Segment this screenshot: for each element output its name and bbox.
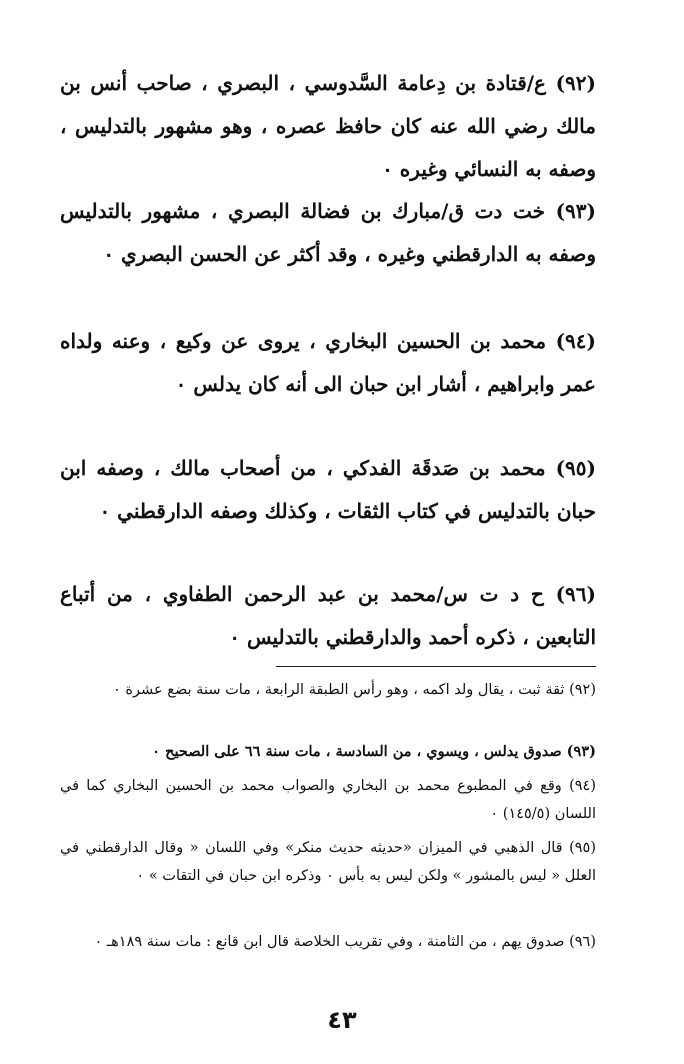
entry-94-text: (٩٤) محمد بن الحسين البخاري ، يروى عن وكيع ، وعنه ولداه عمر وابراهيم ، أشار ابن حبان الى أنه كان يدلس ٠ xyxy=(60,329,596,396)
entry-92 xyxy=(60,62,596,191)
footnote-separator xyxy=(276,666,596,667)
entry-96 xyxy=(60,573,596,659)
entry-95-text: (٩٥) محمد بن صَدقَة الفدكي ، من أصحاب مالك ، وصفه ابن حبان بالتدليس في كتاب الثقات ، وكذلك وصفه الدارقطني ٠ xyxy=(60,456,596,523)
page-number: ٤٣ xyxy=(327,1006,357,1034)
entry-93-text: (٩٣) خت دت ق/مبارك بن فضالة البصري ، مشهور بالتدليس وصفه به الدارقطني وغيره ، وقد أكثر عن الحسن البصري ٠ xyxy=(60,199,596,266)
footnote-95: (٩٥) قال الذهبي في الميزان «حديثه حديث منكر» وفي اللسان « وقال الدارقطني في العلل « ليس بالمشور » ولكن ليس به بأس ٠ وذكره ابن حبان في التقات » ٠ xyxy=(60,840,596,884)
entry-93 xyxy=(60,190,596,276)
footnote-92: (٩٢) ثقة ثبت ، يقال ولد اكمه ، وهو رأس الطبقة الرابعة ، مات سنة بضع عشرة ٠ xyxy=(113,682,596,698)
footnote-94: (٩٤) وقع في المطبوع محمد بن البخاري والصواب محمد بن الحسين البخاري كما في اللسان (١٤٥/٥) ٠ xyxy=(60,778,596,822)
footnote-93: (٩٣) صدوق يدلس ، ويسوي ، من السادسة ، مات سنة ٦٦ على الصحيح ٠ xyxy=(152,743,596,760)
entry-95 xyxy=(60,447,596,533)
footnote-96: (٩٦) صدوق يهم ، من الثامنة ، وفي تقريب الخلاصة قال ابن قانع : مات سنة ١٨٩هـ ٠ xyxy=(94,934,596,950)
entry-92-text: (٩٢) ع/قتادة بن دِعامة السَّدوسي ، البصري ، صاحب أنس بن مالك رضي الله عنه كان حافظ عصره ، وهو مشهور بالتدليس ، وصفه به النسائي وغيره ٠ xyxy=(60,71,596,181)
entry-94 xyxy=(60,320,596,406)
entry-96-text: (٩٦) ح د ت س/محمد بن عبد الرحمن الطفاوي ، من أتباع التابعين ، ذكره أحمد والدارقطني بالتدليس ٠ xyxy=(60,582,596,649)
